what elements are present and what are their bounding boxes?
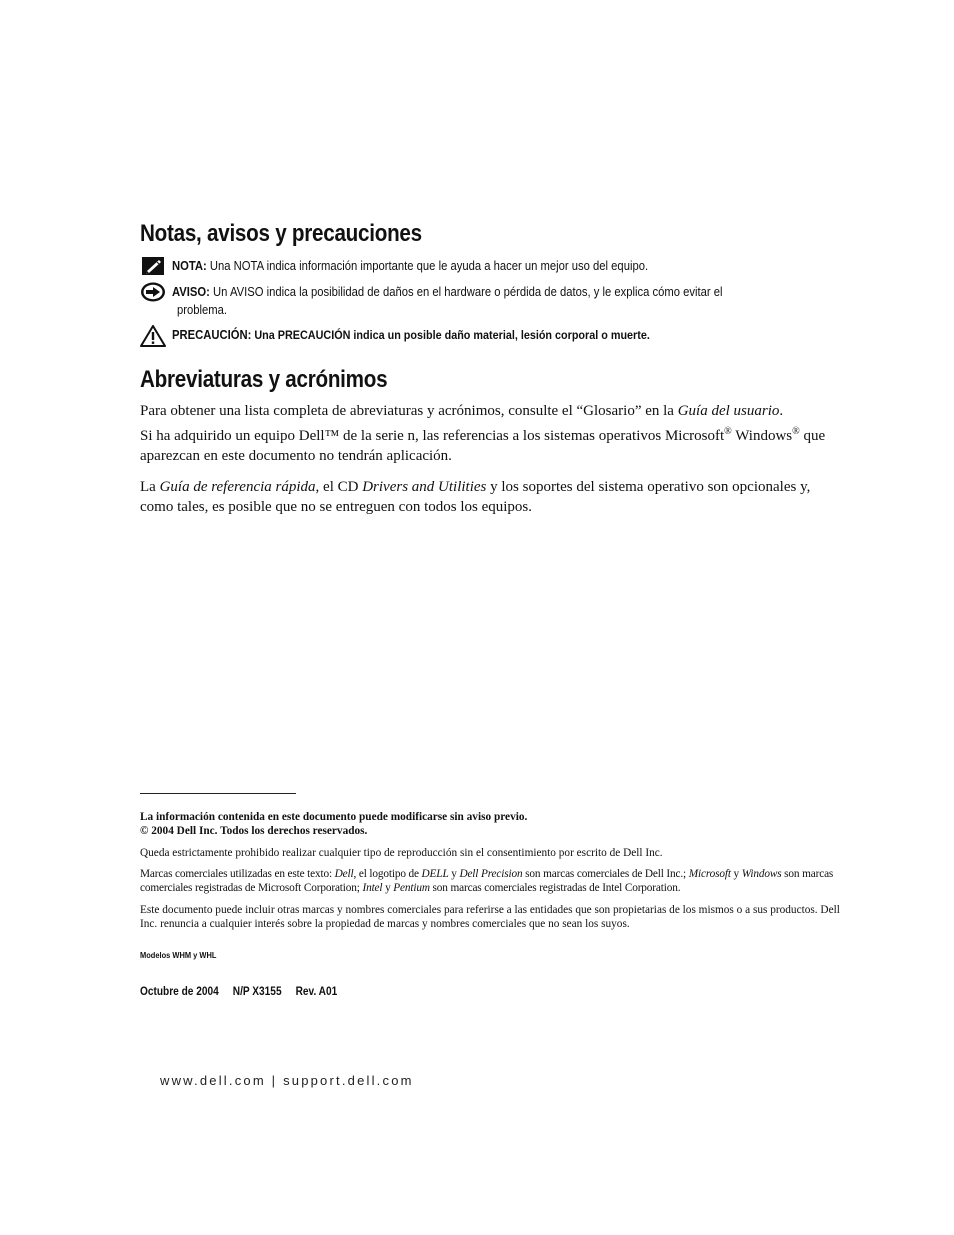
footer-change-notice: La información contenida en este documento puede modificarse sin aviso previo.: [140, 811, 528, 823]
abbrev-paragraph-2: Si ha adquirido un equipo Dell™ de la serie n, las referencias a los sistemas operativos Microsoft® Windows® que aparezcan en este documento no tendrán aplicación.: [140, 426, 826, 464]
note-label: NOTA:: [172, 259, 207, 273]
footer-models: Modelos WHM y WHL: [140, 950, 217, 960]
footer-disclaimer: [140, 810, 845, 838]
section-heading-notes: Notas, avisos y precauciones: [140, 220, 422, 247]
abbrev-paragraph-3: La Guía de referencia rápida, el CD Drivers and Utilities y los soportes del sistema operativo son opcionales y, como tales, es posible que no se entreguen con todos los equipos.: [140, 479, 811, 515]
caution-label: PRECAUCIÓN:: [172, 328, 252, 342]
footnote-divider: [140, 793, 296, 794]
notice-text: Un AVISO indica la posibilidad de daños en el hardware o pérdida de datos, y le explica cómo evitar el: [209, 285, 723, 299]
abbrev-paragraph-1: Para obtener una lista completa de abreviaturas y acrónimos, consulte el “Glosario” en la Guía del usuario.: [140, 403, 784, 419]
footer-other-trademarks: Este documento puede incluir otras marcas y nombres comerciales para referirse a las entidades que son propietarias de los mismos o a sus productos. Dell Inc. renuncia a cualquier interés sobre la propiedad de marcas y nombres comerciales que no sean los suyos.: [140, 904, 840, 930]
note-pencil-icon: [140, 256, 166, 276]
user-guide-title: Guía del usuario: [677, 403, 780, 419]
notice-label: AVISO:: [172, 285, 210, 299]
caution-text: Una PRECAUCIÓN indica un posible daño material, lesión corporal o muerte.: [251, 328, 650, 342]
footer-date-part-rev: Octubre de 2004 N/P X3155 Rev. A01: [140, 986, 338, 998]
notice-arrow-icon: [140, 282, 166, 302]
footer-copyright: © 2004 Dell Inc. Todos los derechos reservados.: [140, 825, 368, 837]
notice-text-continued: problema.: [177, 303, 228, 317]
footer-reproduction-notice: Queda estrictamente prohibido realizar cualquier tipo de reproducción sin el consentimiento por escrito de Dell Inc.: [140, 847, 663, 859]
caution-warning-icon: [140, 325, 166, 347]
section-heading-abbreviations: Abreviaturas y acrónimos: [140, 366, 388, 393]
note-text: Una NOTA indica información importante que le ayuda a hacer un mejor uso del equipo.: [206, 259, 649, 273]
website-url: www.dell.com | support.dell.com: [160, 1073, 414, 1088]
footer-trademarks: Marcas comerciales utilizadas en este texto: Dell, el logotipo de DELL y Dell Precision son marcas comerciales de Dell Inc.; Microsoft y Windows son marcas comerciales registradas de Microsoft Corporation; Intel y Pentium son marcas comerciales registradas de Intel Corporation.: [140, 868, 834, 894]
